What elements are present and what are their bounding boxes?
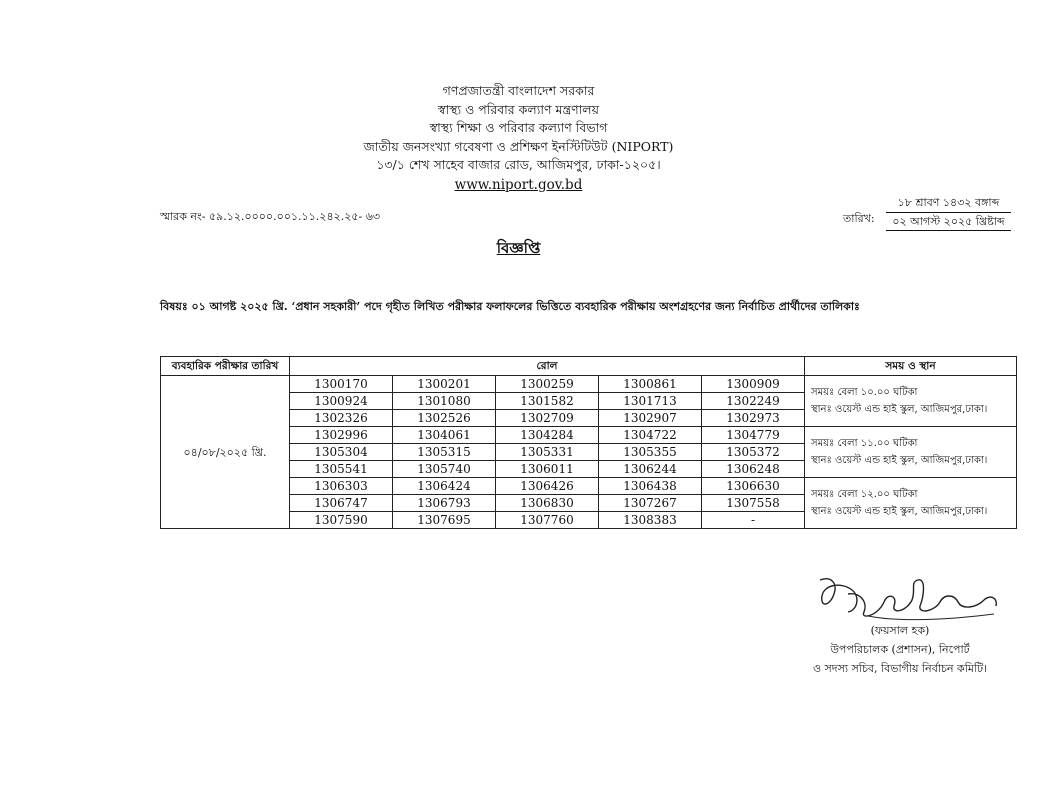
header-line-government: গণপ্রজাতন্ত্রী বাংলাদেশ সরকার: [442, 83, 595, 98]
notice-title-wrap: [0, 237, 1037, 262]
table-header-row: [161, 357, 1017, 376]
signatory-committee: ও সদস্য সচিব, বিভাগীয় নির্বাচন কমিটি।: [812, 662, 988, 675]
roll-cell: 1302996: [290, 427, 393, 444]
slot-time: সময়ঃ বেলা ১২.০০ ঘটিকা: [811, 489, 918, 500]
memo-number: স্মারক নং- ৫৯.১২.০০০০.০০১.১১.২৪২.২৫- ৬৩: [160, 210, 381, 223]
roll-cell: 1307590: [290, 512, 393, 529]
roll-cell: 1306244: [599, 461, 702, 478]
roll-cell: 1307267: [599, 495, 702, 512]
header-line-division: স্বাস্থ্য শিক্ষা ও পরিবার কল্যাণ বিভাগ: [429, 120, 608, 135]
slot-cell-3: [805, 478, 1017, 529]
roll-cell: 1307695: [393, 512, 496, 529]
header-line-ministry: স্বাস্থ্য ও পরিবার কল্যাণ মন্ত্রণালয়: [438, 101, 599, 117]
slot-place: স্থানঃ ওয়েস্ট এন্ড হাই স্কুল, আজিমপুর,ঢাকা।: [811, 455, 988, 466]
roll-cell: 1300861: [599, 376, 702, 393]
roll-cell: 1306630: [702, 478, 805, 495]
roll-cell: 1301713: [599, 393, 702, 410]
roll-cell: 1304779: [702, 427, 805, 444]
slot-place: স্থানঃ ওয়েস্ট এন্ড হাই স্কুল, আজিমপুর,ঢাকা।: [811, 506, 988, 517]
date-bangla: ১৮ শ্রাবণ ১৪৩২ বঙ্গাব্দ: [886, 196, 1011, 213]
roll-cell: 1306426: [496, 478, 599, 495]
roll-cell: 1300924: [290, 393, 393, 410]
slot-time: সময়ঃ বেলা ১০.০০ ঘটিকা: [811, 387, 918, 398]
roll-cell: 1301582: [496, 393, 599, 410]
notice-subject: বিষয়ঃ ০১ আগষ্ট ২০২৫ খ্রি. ‘প্রধান সহকারী’ পদে গৃহীত লিখিত পরীক্ষার ফলাফলের ভিত্তিতে ব্যবহারিক পরীক্ষায় অংশগ্রহণের জন্য নির্বাচিত প্রার্থীদের তালিকাঃ: [160, 300, 860, 313]
slot-place: স্থানঃ ওয়েস্ট এন্ড হাই স্কুল, আজিমপুর,ঢাকা।: [811, 404, 988, 415]
roll-cell: 1308383: [599, 512, 702, 529]
header-line-address: ১৩/১ শেখ সাহেব বাজার রোড, আজিমপুর, ঢাকা-১২০৫।: [376, 157, 661, 172]
roll-cell: 1306248: [702, 461, 805, 478]
roll-cell: 1302709: [496, 410, 599, 427]
roll-cell: 1300170: [290, 376, 393, 393]
header-time-place: সময় ও স্থান: [805, 357, 1017, 376]
roll-cell: 1301080: [393, 393, 496, 410]
roll-cell: 1306011: [496, 461, 599, 478]
roll-cell: 1302249: [702, 393, 805, 410]
signatory-name: (ফয়সাল হক): [870, 624, 930, 637]
roll-cell: 1300909: [702, 376, 805, 393]
roll-cell: 1304284: [496, 427, 599, 444]
date-block: [886, 196, 1011, 231]
header-exam-date: ব্যবহারিক পরীক্ষার তারিখ: [161, 357, 290, 376]
date-label: তারিখ:: [843, 212, 875, 225]
roll-cell: 1302973: [702, 410, 805, 427]
header-line-institute: জাতীয় জনসংখ্যা গবেষণা ও প্রশিক্ষণ ইনস্টিটিউট (NIPORT): [363, 138, 674, 154]
roll-cell: 1305315: [393, 444, 496, 461]
exam-date-cell: ০৪/০৮/২০২৫ খ্রি.: [161, 376, 290, 529]
roll-cell: 1302907: [599, 410, 702, 427]
table-row: [161, 478, 1017, 495]
roll-cell: 1305372: [702, 444, 805, 461]
website-link[interactable]: www.niport.gov.bd: [454, 176, 583, 193]
roll-cell: -: [702, 512, 805, 529]
slot-time: সময়ঃ বেলা ১১.০০ ঘটিকা: [811, 438, 918, 449]
roll-cell: 1300259: [496, 376, 599, 393]
slot-cell-2: [805, 427, 1017, 478]
roll-cell: 1305304: [290, 444, 393, 461]
header-roll: রোল: [290, 357, 805, 376]
roll-cell: 1306424: [393, 478, 496, 495]
table-row: [161, 427, 1017, 444]
roll-cell: 1306793: [393, 495, 496, 512]
roll-cell: 1302326: [290, 410, 393, 427]
roll-cell: 1300201: [393, 376, 496, 393]
table-row: [161, 376, 1017, 393]
roll-cell: 1304061: [393, 427, 496, 444]
roll-cell: 1307558: [702, 495, 805, 512]
signatory-block: [780, 621, 1020, 678]
office-header: [0, 82, 1037, 195]
slot-cell-1: [805, 376, 1017, 427]
roll-cell: 1304722: [599, 427, 702, 444]
roll-cell: 1306747: [290, 495, 393, 512]
roll-cell: 1305331: [496, 444, 599, 461]
roll-cell: 1305355: [599, 444, 702, 461]
roll-cell: 1306438: [599, 478, 702, 495]
roll-cell: 1306303: [290, 478, 393, 495]
roll-cell: 1302526: [393, 410, 496, 427]
roll-cell: 1307760: [496, 512, 599, 529]
signatory-designation: উপপরিচালক (প্রশাসন), নিপোর্ট: [830, 643, 970, 656]
roll-cell: 1306830: [496, 495, 599, 512]
date-english: ০২ আগস্ট ২০২৫ খ্রিষ্টাব্দ: [886, 213, 1011, 231]
roll-table: [160, 356, 1017, 529]
handwritten-signature: [808, 572, 1008, 628]
notice-title: বিজ্ঞপ্তি: [496, 239, 541, 257]
roll-cell: 1305541: [290, 461, 393, 478]
roll-cell: 1305740: [393, 461, 496, 478]
